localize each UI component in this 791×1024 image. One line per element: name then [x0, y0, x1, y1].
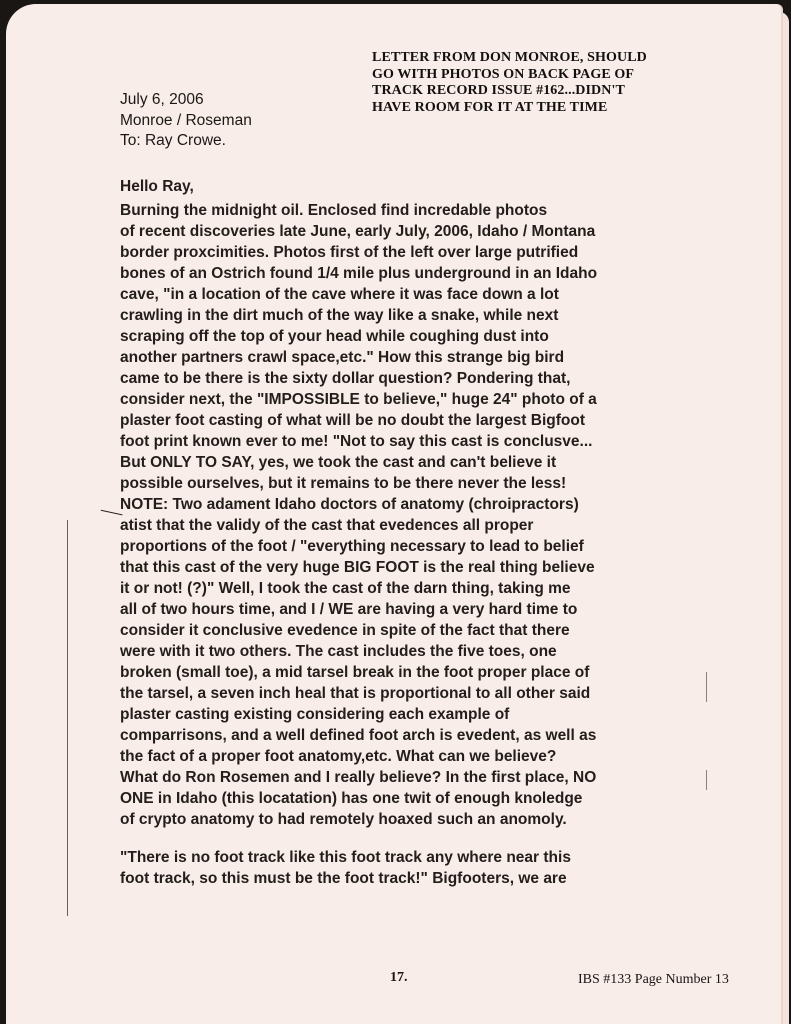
body-line: NOTE: Two adament Idaho doctors of anatomy (chroipractors) — [120, 496, 579, 513]
header-note-line: TRACK RECORD ISSUE #162...DIDN'T — [372, 83, 625, 98]
body-line: the tarsel, a seven inch heal that is proportional to all other said — [120, 685, 591, 702]
body-line: possible ourselves, but it remains to be there never the less! — [120, 475, 567, 492]
body-line: of crypto anatomy to had remotely hoaxed such an anomoly. — [120, 811, 567, 828]
body-line: the fact of a proper foot anatomy,etc. What can we believe? — [120, 748, 557, 765]
body-line: atist that the validy of the cast that evedences all proper — [120, 517, 534, 534]
body-line: plaster foot casting of what will be no doubt the largest Bigfoot — [120, 412, 585, 429]
body-line: border proxcimities. Photos first of the left over large putrified — [120, 244, 579, 261]
letter-to: To: Ray Crowe. — [120, 132, 226, 149]
header-note-line: LETTER FROM DON MONROE, SHOULD — [372, 50, 647, 65]
header-note — [372, 50, 672, 116]
body-line: all of two hours time, and I / WE are having a very hard time to — [120, 601, 578, 618]
body-line: consider next, the "IMPOSSIBLE to believe," huge 24" photo of a — [120, 391, 597, 408]
letter-meta — [120, 90, 252, 152]
body-line: But ONLY TO SAY, yes, we took the cast and can't believe it — [120, 454, 557, 471]
body-line: "There is no foot track like this foot track any where near this — [120, 849, 571, 866]
paragraph-gap — [120, 830, 680, 847]
body-line: broken (small toe), a mid tarsel break in the foot proper place of — [120, 664, 590, 681]
body-line: foot print known ever to me! "Not to say this cast is conclusve... — [120, 433, 593, 450]
body-line: came to be there is the sixty dollar question? Pondering that, — [120, 370, 571, 387]
body-line: consider it conclusive evedence in spite of the fact that there — [120, 622, 570, 639]
margin-tick — [706, 770, 707, 790]
margin-rule — [67, 520, 68, 916]
body-line: comparrisons, and a well defined foot arch is evedent, as well as — [120, 727, 597, 744]
body-line: cave, "in a location of the cave where it was face down a lot — [120, 286, 559, 303]
body-line: Hello Ray, — [120, 178, 194, 195]
body-line: that this cast of the very huge BIG FOOT is the real thing believe — [120, 559, 595, 576]
header-note-line: GO WITH PHOTOS ON BACK PAGE OF — [372, 66, 635, 82]
body-line: proportions of the foot / "everything necessary to lead to belief — [120, 538, 584, 555]
body-line: another partners crawl space,etc." How this strange big bird — [120, 349, 565, 366]
body-line: Burning the midnight oil. Enclosed find incredable photos — [120, 202, 548, 219]
body-line: of recent discoveries late June, early July, 2006, Idaho / Montana — [120, 223, 596, 240]
body-line: plaster casting existing considering each example of — [120, 706, 510, 723]
body-line: What do Ron Rosemen and I really believe? In the first place, NO — [120, 769, 597, 786]
header-note-line: HAVE ROOM FOR IT AT THE TIME — [372, 99, 608, 115]
footer-reference: IBS #133 Page Number 13 — [578, 972, 729, 987]
body-line: bones of an Ostrich found 1/4 mile plus underground in an Idaho — [120, 265, 598, 282]
page-number: 17. — [390, 970, 408, 985]
letter-body — [120, 176, 680, 889]
body-line: foot track, so this must be the foot track!" Bigfooters, we are — [120, 870, 567, 887]
letter-from: Monroe / Roseman — [120, 111, 252, 129]
body-line: were with it two others. The cast includes the five toes, one — [120, 643, 557, 660]
body-line: crawling in the dirt much of the way like a snake, while next — [120, 307, 559, 324]
body-line: it or not! (?)" Well, I took the cast of the darn thing, taking me — [120, 580, 571, 597]
body-line: scraping off the top of your head while coughing dust into — [120, 328, 549, 345]
letter-date: July 6, 2006 — [120, 91, 204, 108]
body-line: ONE in Idaho (this locatation) has one twit of enough knoledge — [120, 790, 583, 807]
margin-tick — [706, 672, 707, 702]
